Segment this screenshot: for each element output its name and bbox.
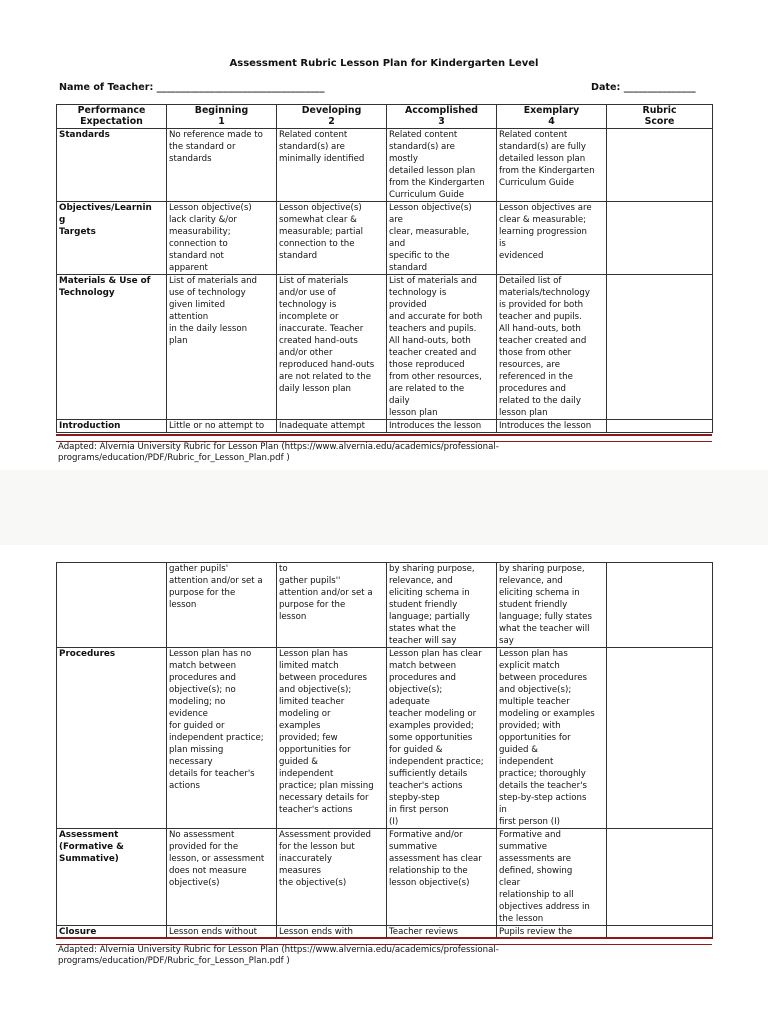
table-row (57, 563, 713, 648)
cell-accomplished: Related content standard(s) are mostly detailed lesson plan from the Kindergarten Curriculum Guide (387, 129, 497, 202)
cell-exemplary: Detailed list of materials/technology is provided for both teacher and pupils. All hand-outs, both teacher created and those from other resources, are referenced in the procedures and related to the daily lesson plan (497, 275, 607, 420)
cell-accomplished: Lesson objective(s) are clear, measurable, and specific to the standard (387, 202, 497, 275)
criterion-closure: Closure (57, 926, 167, 939)
criterion-standards: Standards (57, 129, 167, 202)
table-row (57, 648, 713, 829)
teacher-name-field: Name of Teacher: ___________________________________ (59, 82, 325, 93)
cell-beginning: No assessment provided for the lesson, or assessment does not measure objective(s) (167, 829, 277, 926)
cell-score (607, 275, 713, 420)
table-row (57, 420, 713, 433)
cell-exemplary: by sharing purpose, relevance, and eliciting schema in student friendly language; fully states what the teacher will say (497, 563, 607, 648)
rubric-table-page-2 (56, 562, 713, 939)
cell-exemplary: Lesson objectives are clear & measurable; learning progression is evidenced (497, 202, 607, 275)
cell-score (607, 563, 713, 648)
cell-exemplary: Introduces the lesson (497, 420, 607, 433)
cell-developing: Inadequate attempt (277, 420, 387, 433)
cell-developing: Assessment provided for the lesson but inaccurately measures the objective(s) (277, 829, 387, 926)
criterion-objectives: Objectives/Learnin g Targets (57, 202, 167, 275)
cell-score (607, 420, 713, 433)
cell-developing: Lesson ends with (277, 926, 387, 939)
rubric-table-page-1 (56, 104, 713, 433)
cell-beginning: gather pupils' attention and/or set a purpose for the lesson (167, 563, 277, 648)
header-exemplary: Exemplary 4 (497, 105, 607, 129)
header-rubric-score: Rubric Score (607, 105, 713, 129)
footer-citation: Adapted: Alvernia University Rubric for Lesson Plan (https://www.alvernia.edu/academics/professional- programs/education/PDF/Rubric_for_Lesson_Plan.pdf ) (58, 945, 499, 966)
header-row (57, 105, 713, 129)
cell-developing: Related content standard(s) are minimally identified (277, 129, 387, 202)
criterion-introduction-cont (57, 563, 167, 648)
cell-beginning: List of materials and use of technology given limited attention in the daily lesson plan (167, 275, 277, 420)
cell-beginning: Little or no attempt to (167, 420, 277, 433)
cell-beginning: Lesson plan has no match between procedures and objective(s); no modeling; no evidence for guided or independent practice; plan missing necessary details for teacher's actions (167, 648, 277, 829)
cell-beginning: No reference made to the standard or standards (167, 129, 277, 202)
table-row (57, 829, 713, 926)
cell-score (607, 129, 713, 202)
cell-accomplished: by sharing purpose, relevance, and eliciting schema in student friendly language; partially states what the teacher will say (387, 563, 497, 648)
table-row (57, 129, 713, 202)
cell-score (607, 202, 713, 275)
header-performance: Performance Expectation (57, 105, 167, 129)
cell-beginning: Lesson objective(s) lack clarity &/or measurability; connection to standard not apparent (167, 202, 277, 275)
cell-score (607, 648, 713, 829)
document-title: Assessment Rubric Lesson Plan for Kindergarten Level (229, 58, 539, 69)
cell-exemplary: Lesson plan has explicit match between procedures and objective(s); multiple teacher modeling or examples provided; with opportunities for guided & independent practice; thoroughly details the teacher's step-by-step actions in first person (I) (497, 648, 607, 829)
footer-divider (56, 937, 712, 945)
footer-divider (56, 434, 712, 442)
footer-citation: Adapted: Alvernia University Rubric for Lesson Plan (https://www.alvernia.edu/academics/professional- programs/education/PDF/Rubric_for_Lesson_Plan.pdf ) (58, 442, 499, 463)
cell-beginning: Lesson ends without (167, 926, 277, 939)
table-row (57, 275, 713, 420)
cell-score (607, 829, 713, 926)
header-beginning: Beginning 1 (167, 105, 277, 129)
date-field: Date: _______________ (591, 82, 696, 93)
page-1 (0, 0, 768, 470)
cell-exemplary: Pupils review the (497, 926, 607, 939)
cell-developing: Lesson plan has limited match between procedures and objective(s); limited teacher modeling or examples provided; few opportunities for guided & independent practice; plan missing necessary details for teacher's actions (277, 648, 387, 829)
cell-accomplished: Teacher reviews (387, 926, 497, 939)
cell-developing: to gather pupils'' attention and/or set a purpose for the lesson (277, 563, 387, 648)
header-accomplished: Accomplished 3 (387, 105, 497, 129)
cell-accomplished: Lesson plan has clear match between procedures and objective(s); adequate teacher modeling or examples provided; some opportunities for guided & independent practice; sufficiently details teacher's actions stepby-step in first person (I) (387, 648, 497, 829)
cell-accomplished: Formative and/or summative assessment has clear relationship to the lesson objective(s) (387, 829, 497, 926)
cell-developing: Lesson objective(s) somewhat clear & measurable; partial connection to the standard (277, 202, 387, 275)
table-row (57, 202, 713, 275)
cell-accomplished: List of materials and technology is provided and accurate for both teachers and pupils. All hand-outs, both teacher created and those reproduced from other resources, are related to the daily lesson plan (387, 275, 497, 420)
header-developing: Developing 2 (277, 105, 387, 129)
criterion-assessment: Assessment (Formative & Summative) (57, 829, 167, 926)
criterion-introduction: Introduction (57, 420, 167, 433)
criterion-procedures: Procedures (57, 648, 167, 829)
cell-accomplished: Introduces the lesson (387, 420, 497, 433)
cell-exemplary: Formative and summative assessments are defined, showing clear relationship to all objectives address in the lesson (497, 829, 607, 926)
cell-developing: List of materials and/or use of technology is incomplete or inaccurate. Teacher created hand-outs and/or other reproduced hand-outs are not related to the daily lesson plan (277, 275, 387, 420)
cell-exemplary: Related content standard(s) are fully detailed lesson plan from the Kindergarten Curriculum Guide (497, 129, 607, 202)
criterion-materials: Materials & Use of Technology (57, 275, 167, 420)
